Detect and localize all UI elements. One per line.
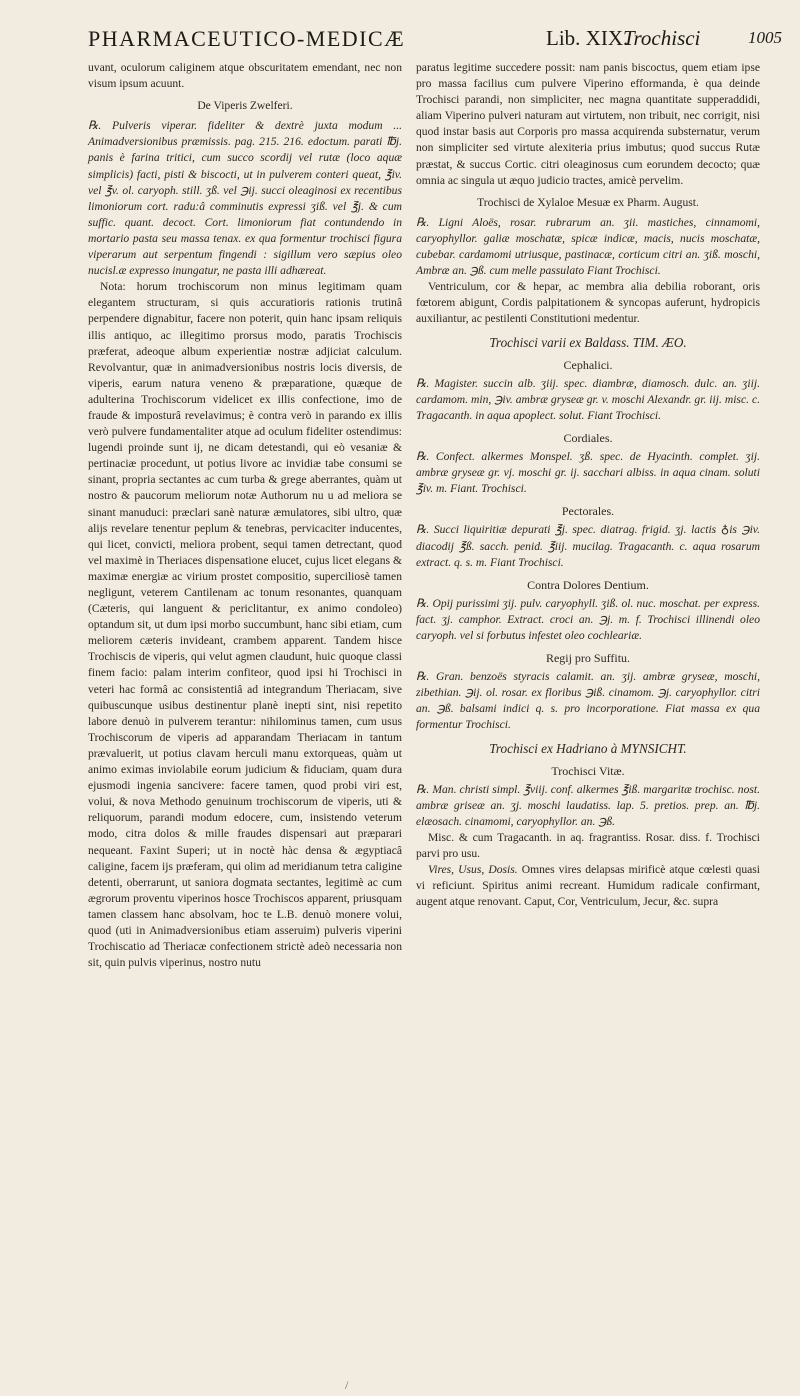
- paragraph-lead: Vires, Usus, Dosis.: [428, 863, 518, 877]
- body-paragraph: uvant, oculorum caliginem atque obscuritatem emendant, nec non visum ipsum acuunt.: [88, 61, 402, 91]
- section-heading: Trochisci varii ex Baldass. TIM. ÆO.: [489, 334, 687, 350]
- section-heading: De Viperis Zwelferi.: [197, 99, 293, 113]
- section-heading: Trochisci ex Hadriano à MYNSICHT.: [489, 740, 687, 756]
- subheading: Regij pro Suffitu.: [545, 651, 631, 666]
- recipe-paragraph: ℞. Ligni Aloës, rosar. rubrarum an. ʒii. mastiches, cinnamomi, caryophyllor. galiæ moschatæ, spicæ indicæ, macis, nucis moschatæ, cubebar. cardamomi utriusque, pastinacæ, corticum citri an. ʒiß. moschi, Ambræ an. ℈ß. cum melle passulato Fiant Trochisci.: [416, 215, 760, 278]
- subheading: Cephalici.: [563, 357, 613, 372]
- recipe-paragraph: ℞. Succi liquiritiæ depurati ℥j. spec. diatrag. frigid. ʒj. lactis ♁is ℈iv. diacodij ℥ß. sacch. penid. ℥iij. mucilag. Tragacanth. c. aqua rosarum extract. q. s. m. Fiant Trochisci.: [416, 523, 760, 569]
- subheading: Contra Dolores Dentium.: [527, 577, 649, 592]
- body-paragraph: [416, 862, 760, 910]
- header-section: Trochisci: [623, 26, 701, 50]
- recipe-paragraph: ℞. Confect. alkermes Monspel. ʒß. spec. de Hyacinth. complet. ʒij. ambræ gryseæ gr. vj. moschi gr. ij. sacchari albiss. in aqua cinam. soluti ℥iv. m. Fiant. Trochisci.: [416, 450, 760, 496]
- left-column: [88, 60, 402, 971]
- section-heading: Trochisci de Xylaloe Mesuæ ex Pharm. August.: [477, 195, 699, 209]
- recipe-paragraph: ℞. Opij purissimi ʒij. pulv. caryophyll. ʒiß. ol. nuc. moschat. per express. fact. ʒj. camphor. Extract. croci an. ℈j. m. f. Trochisci illinendi oleo caryoph. vel si forbutus infestet oleo cochleariæ.: [416, 596, 760, 642]
- header-book: Lib. XIX.: [546, 26, 629, 50]
- body-paragraph: Misc. & cum Tragacanth. in aq. fragrantiss. Rosar. diss. f. Trochisci parvi pro usu.: [416, 831, 760, 861]
- subheading: Cordiales.: [563, 430, 613, 445]
- body-paragraph: paratus legitime succedere possit: nam panis biscoctus, quem etiam ipse pro massa facilius cum pulvere Viperino efformanda, è qua deinde Trochisci parandi, non simpliciter, nec magna quantitate supperaddidi, aliam Viperino pulveri naturam aut virtutem, non tribuit, nec corrigit, nisi quod instar basis aut Corporis pro massa acquirenda substernatur, verum non simpliciter sed virtute alexiteria prius imbutus; quod succus Rutæ præstat, & succus Cortic. citri oleaginosus cum eorundem decocto; quæ omnia ac singula ut æquo judicio tractes, amicè pervelim.: [416, 61, 760, 187]
- body-paragraph: Ventriculum, cor & hepar, ac membra alia debilia roborant, oris fœtorem abigunt, Cordis palpitationem & syncopas auferunt, hydropicis auxiliantur, ac pestilenti Constitutioni medentur.: [416, 280, 760, 326]
- recipe-paragraph: ℞. Gran. benzoës styracis calamit. an. ʒij. ambræ gryseæ, moschi, zibethian. ℈ij. ol. rosar. ex floribus ℈iß. cinamom. ℈j. caryophyllor. citri an. ℈ß. balsami indici q. s. pro incorporatione. Fiat massa ex qua formentur Trochisci.: [416, 670, 760, 732]
- recipe-paragraph: ℞. Magister. succin alb. ʒiij. spec. diambræ, diamosch. dulc. an. ʒiij. cardamom. min, ℈iv. ambræ gryseæ gr. v. moschi Alexandr. gr. iij. misc. c. Tragacanth. in aqua apoplect. solut. Fiant Trochisci.: [416, 376, 760, 422]
- paragraph-text: Omnes vires delapsas mirificè atque cœlesti quasi vi reficiunt. Spiritus animi recreant. Humidum radicale confirmant, augent atque renovant. Caput, Cor, Ventriculum, Jecur, &c. supra: [416, 863, 761, 909]
- running-header: [88, 26, 788, 56]
- recipe-paragraph: ℞. Pulveris viperar. fideliter & dextrè juxta modum ... Animadversionibus præmissis. pag. 215. 216. edoctum. parati ℔j. panis è farina tritici, cum succo scordij vel rutæ (loco aquæ simplicis) facti, pisti & biscocti, ut in pulverem conteri queat, ℥iv. vel ℥v. ol. caryoph. still. ʒß. vel ℈ij. succi oleaginosi ex recentibus limoniorum cort. radu:â comminutis expressi ʒiß. vel ℥j. & cum suffic. quant. decoct. Cort. limoniorum fiat contundendo in mortario pasta seu massa tenax. ex qua formentur trochisci figura viperarum aut serpentum fingendi : sigillum vero sæpius oleo nucisl.æ expresso inungatur, ne pasta illi adhæreat.: [88, 119, 402, 278]
- recipe-paragraph: ℞. Man. christi simpl. ℥viij. conf. alkermes ℥iß. margaritæ trochisc. nost. ambræ griseæ an. ʒj. moschi laudatiss. lap. 5. pretios. prep. an. ℔j. elæosach. cinamomi, caryophyllor. an. ℈ß.: [416, 782, 760, 828]
- footer-mark: /: [345, 1378, 349, 1392]
- subheading: Trochisci Vitæ.: [551, 763, 625, 778]
- body-paragraph: Nota: horum trochiscorum non minus legitimam quam elegantem structuram, si quis accuratioris rationis trutinâ perpendere dignabitur, facere non poterit, quin hanc ipsam reliquis illis antiquo, ac illegitimo prorsus modo, paratis Trochiscis præferat, adeoque album experientiæ nostræ adjiciat calculum. Revolvantur, quæ in animadversionibus nostris locis diversis, de viperis, earum natura veneno & præparatione, quæque de adulterina Trochiscorum videlicet ex illis confectione, imo de fraude & imposturâ revelavimus; è contra verò in parando ex illis verò pulvere fundamentaliter atque ad oculum fideliter ostendimus: lugendi proinde sunt ij, ne dicam detestandi, qui eò vesaniæ & pertinaciæ procedunt, ut potius livore ac invidiæ tabe consumi se sinant, propria sectantes ac cum turba & grege aberrantes, quàm ut nostro & paucorum meliorum notæ Authorum nu u ad meliora se sinant manuduci: præclari sanè naturæ æmulatores, sibi ultro, quæ alijs revelare tenentur peplum & tenebras, pervicaciter inducentes, qui licet, convicti, meliora probent, sequi tamen detrectant, quod vel maximè in Theriaces dispensatione elucet, cujus licet elegans & maximæ energiæ ac virium prostet compositio, superciliosè tamen negligunt, veterem Cantilenam ac tonum resonantes, quanquam (Cæteris, qui languent & periclitantur, ex animo condoleo) optandum sit, ut dum ipsi morbo succumbunt, hanc sibi etiam, cum meliorem cæteris invideant, crambem apparent. Tandem hisce Trochiscis de viperis, qui velut agmen claudunt, huic quoque classi finem facio: palam interim confiteor, quod ipsi hi Trochisci in veteri hac formâ ac consistentiâ ad integrandum Theriacam, sive quibuscunque usibus destinentur planè inepti sint, nisi repetito labore denuò in pulverem terantur: nihilominus tamen, cum usus Trochiscorum de viperis ad apparandam Theriacam in tantum prævaluerit, ut potius clavam herculi manu extorqueas, quàm ut animo eximas inviolabile eorum judicium & fiduciam, quam dura ejusmodi ingenia sancivere: facere tamen, quod probi viri est, volui, & nova Methodo genuinum trochiscorum de viperis, uti & reliquorum, parandi modum edocere, cum, insistendo veterum modo, citra dolos & mille fraudes dispensari aut præparari nequeant. Faxint Superi; ut in noctè hàc densa & ægyptiacâ caligine, facem ijs præferam, qui olim ad meridianum tetra caligine detenti, oberrarunt, ut saniora dogmata sectantes, legitimè ac cum ægrorum proventu viperinos hosce Trochiscos apparent, priusquam tamen classem hanc absolvam, hoc te L.B. denuò monere volui, quod (uti in Animadversionibus etiam asseruim) pulveris viperini Trochiscatio ad Theriacæ confectionem strictè adeò necessaria non sit, quin pulvis viperinus, nostro nutu: [88, 280, 402, 970]
- header-title: PHARMACEUTICO-MEDICÆ: [88, 26, 406, 51]
- page-number: 1005: [748, 28, 782, 47]
- right-column: [416, 60, 760, 911]
- subheading: Pectorales.: [561, 504, 615, 519]
